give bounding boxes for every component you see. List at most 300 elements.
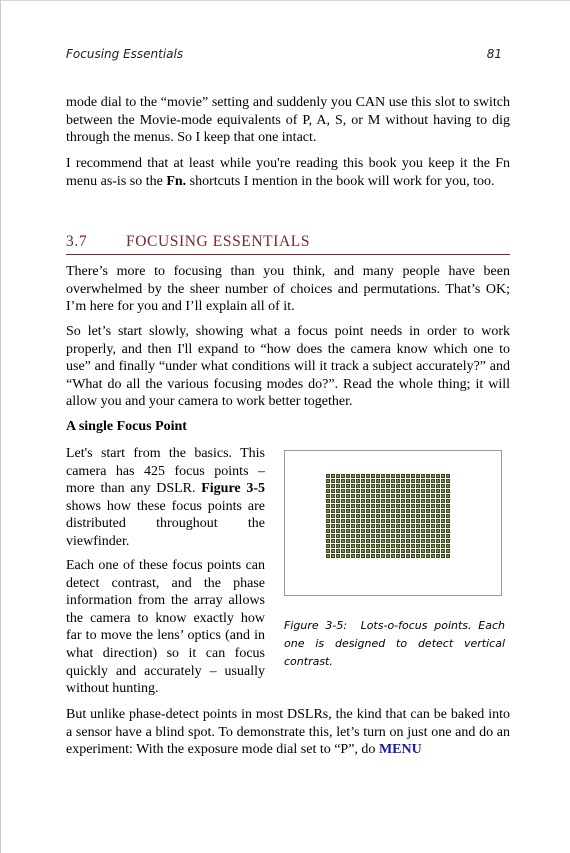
focus-point: [366, 524, 370, 528]
focus-point: [406, 519, 410, 523]
focus-point: [391, 524, 395, 528]
focus-point: [386, 554, 390, 558]
focus-point: [361, 509, 365, 513]
focus-point: [326, 499, 330, 503]
focus-point: [411, 479, 415, 483]
focus-point: [406, 499, 410, 503]
focus-point: [416, 519, 420, 523]
focus-point: [431, 509, 435, 513]
focus-point: [346, 509, 350, 513]
focus-point: [396, 484, 400, 488]
section-heading: [66, 233, 510, 255]
focus-point: [426, 474, 430, 478]
focus-point: [441, 524, 445, 528]
focus-point: [401, 524, 405, 528]
focus-point: [411, 539, 415, 543]
focus-point: [416, 524, 420, 528]
intro-paragraph-1: [66, 94, 510, 147]
focus-point: [371, 519, 375, 523]
focus-point: [351, 499, 355, 503]
focus-point: [376, 529, 380, 533]
focus-point: [366, 489, 370, 493]
focus-point: [416, 549, 420, 553]
focus-point: [351, 524, 355, 528]
focus-point: [411, 534, 415, 538]
focus-point: [391, 519, 395, 523]
section-paragraph-1: [66, 263, 510, 316]
focus-point: [396, 529, 400, 533]
focus-point: [436, 554, 440, 558]
focus-point: [366, 534, 370, 538]
focus-point: [441, 494, 445, 498]
focus-point: [411, 494, 415, 498]
focus-point: [411, 514, 415, 518]
focus-point: [381, 539, 385, 543]
focus-point: [431, 534, 435, 538]
focus-point: [441, 514, 445, 518]
focus-point: [371, 474, 375, 478]
focus-point: [411, 474, 415, 478]
focus-point: [346, 534, 350, 538]
focus-point: [341, 494, 345, 498]
focus-point: [346, 514, 350, 518]
focus-point: [376, 524, 380, 528]
focus-point: [436, 479, 440, 483]
focus-point: [346, 484, 350, 488]
focus-point: [386, 524, 390, 528]
focus-point: [361, 479, 365, 483]
focus-point: [346, 489, 350, 493]
caption-text: Lots-o-focus points. Each one is designed to detect vertical contrast.: [284, 619, 505, 668]
focus-point: [381, 514, 385, 518]
focus-point: [401, 554, 405, 558]
focus-point: [416, 544, 420, 548]
focus-point: [391, 479, 395, 483]
text-run: Let's start from the basics. This camera has 425 focus points – more than any DSLR.: [66, 446, 265, 497]
focus-point: [371, 514, 375, 518]
focus-point: [366, 549, 370, 553]
focus-point: [371, 504, 375, 508]
focus-point: [371, 479, 375, 483]
focus-point: [391, 504, 395, 508]
focus-point: [396, 554, 400, 558]
focus-point: [391, 494, 395, 498]
paragraph-text: So let’s start slowly, showing what a focus point needs in order to work properly, and then I'll expand to “how does the camera know which one to use” and finally “under what conditions will it track a subject accurately?” and “What do all the various focusing modes do?”. Read the whole thing; it will allow you and your camera to work better together.: [66, 324, 510, 410]
focus-point: [431, 524, 435, 528]
focus-point: [441, 499, 445, 503]
focus-point: [411, 529, 415, 533]
focus-point: [421, 539, 425, 543]
focus-point: [361, 519, 365, 523]
focus-point: [351, 489, 355, 493]
focus-point: [366, 504, 370, 508]
focus-point: [391, 514, 395, 518]
focus-point: [356, 534, 360, 538]
focus-point: [351, 539, 355, 543]
focus-point: [406, 539, 410, 543]
focus-point: [341, 514, 345, 518]
focus-point: [366, 509, 370, 513]
focus-point: [391, 509, 395, 513]
focus-point: [436, 549, 440, 553]
focus-point: [336, 504, 340, 508]
focus-point: [441, 474, 445, 478]
focus-point: [331, 479, 335, 483]
focus-point: [346, 539, 350, 543]
focus-point: [381, 484, 385, 488]
focus-point: [426, 534, 430, 538]
focus-point: [336, 479, 340, 483]
focus-point: [326, 554, 330, 558]
focus-point: [336, 534, 340, 538]
focus-point: [436, 539, 440, 543]
focus-point: [411, 489, 415, 493]
focus-point: [396, 474, 400, 478]
focus-point: [361, 544, 365, 548]
focus-point: [421, 544, 425, 548]
focus-point: [346, 474, 350, 478]
focus-point: [386, 539, 390, 543]
subheading: A single Focus Point: [66, 419, 187, 434]
focus-point: [421, 484, 425, 488]
focus-point: [331, 474, 335, 478]
focus-point: [371, 489, 375, 493]
focus-point: [361, 524, 365, 528]
focus-point: [396, 504, 400, 508]
focus-point: [326, 489, 330, 493]
focus-point: [411, 499, 415, 503]
focus-point: [386, 514, 390, 518]
focus-point: [431, 519, 435, 523]
focus-point: [356, 504, 360, 508]
focus-point: [441, 484, 445, 488]
focus-point: [331, 494, 335, 498]
focus-point: [446, 544, 450, 548]
focus-point: [426, 514, 430, 518]
intro-paragraph-2: [66, 155, 510, 190]
focus-point: [366, 484, 370, 488]
focus-point: [421, 509, 425, 513]
focus-point: [391, 489, 395, 493]
focus-point: [446, 554, 450, 558]
closing-paragraph: [66, 706, 510, 759]
running-header: [66, 47, 502, 61]
focus-point: [376, 554, 380, 558]
focus-point: [376, 499, 380, 503]
focus-point: [356, 519, 360, 523]
focus-point: [346, 554, 350, 558]
text-run: But unlike phase-detect points in most DSLRs, the kind that can be baked into a sensor have a blind spot. To demonstrate this, let’s turn on just one and do an experiment: With the exposure mode dial set to “P”, do: [66, 707, 510, 758]
focus-point: [431, 554, 435, 558]
focus-point: [366, 514, 370, 518]
focus-point: [376, 474, 380, 478]
paragraph-text: Each one of these focus points can detect contrast, and the phase information from the array allows the camera to know exactly how far to move the lens’ optics (and in what direction) so it can focus quickly and accurately – usually without hunting.: [66, 558, 265, 697]
focus-point: [341, 524, 345, 528]
focus-point: [336, 499, 340, 503]
focus-point: [361, 474, 365, 478]
focus-point: [396, 524, 400, 528]
focus-point: [346, 549, 350, 553]
focus-point: [376, 519, 380, 523]
focus-point: [366, 544, 370, 548]
focus-point: [356, 479, 360, 483]
focus-point: [391, 484, 395, 488]
focus-point: [346, 499, 350, 503]
focus-point: [416, 539, 420, 543]
focus-point: [326, 504, 330, 508]
focus-point: [366, 499, 370, 503]
focus-point: [446, 529, 450, 533]
focus-point: [366, 539, 370, 543]
focus-point: [381, 489, 385, 493]
focus-point: [401, 549, 405, 553]
focus-point: [336, 529, 340, 533]
focus-point: [366, 554, 370, 558]
focus-point: [386, 519, 390, 523]
focus-point: [426, 554, 430, 558]
section-paragraph-2: [66, 323, 510, 411]
focus-point: [416, 489, 420, 493]
focus-point: [436, 534, 440, 538]
focus-point: [326, 514, 330, 518]
focus-point: [406, 484, 410, 488]
focus-point: [326, 534, 330, 538]
focus-point: [436, 474, 440, 478]
focus-point: [381, 529, 385, 533]
text-run: shortcuts I mention in the book will work for you, too.: [186, 173, 495, 189]
focus-point: [401, 479, 405, 483]
focus-point: [361, 554, 365, 558]
focus-point: [336, 484, 340, 488]
focus-point: [416, 534, 420, 538]
focus-point: [386, 534, 390, 538]
focus-point: [391, 499, 395, 503]
focus-point: [446, 484, 450, 488]
focus-point: [341, 484, 345, 488]
focus-point: [341, 534, 345, 538]
focus-point: [326, 484, 330, 488]
focus-point: [406, 474, 410, 478]
focus-point: [421, 554, 425, 558]
focus-point: [406, 509, 410, 513]
focus-point: [426, 529, 430, 533]
focus-point: [401, 494, 405, 498]
focus-point: [396, 509, 400, 513]
focus-point: [431, 494, 435, 498]
focus-point: [346, 529, 350, 533]
focus-point: [431, 484, 435, 488]
focus-point: [391, 474, 395, 478]
focus-point: [341, 549, 345, 553]
focus-point: [416, 509, 420, 513]
focus-point: [341, 479, 345, 483]
focus-point: [416, 484, 420, 488]
focus-point: [421, 479, 425, 483]
focus-point: [386, 504, 390, 508]
focus-point: [371, 534, 375, 538]
focus-point: [426, 504, 430, 508]
focus-point: [416, 504, 420, 508]
text-run: I recommend that at least while you're reading this book you keep it the Fn menu as-is so the: [66, 156, 510, 189]
focus-point: [406, 524, 410, 528]
focus-point: [381, 549, 385, 553]
column-paragraph-1: [66, 445, 265, 551]
focus-point: [341, 519, 345, 523]
focus-point: [441, 539, 445, 543]
focus-point: [421, 474, 425, 478]
focus-point: [381, 519, 385, 523]
focus-point: [406, 529, 410, 533]
focus-point: [446, 524, 450, 528]
focus-point: [351, 509, 355, 513]
focus-point: [331, 539, 335, 543]
focus-point: [356, 509, 360, 513]
focus-point: [431, 544, 435, 548]
focus-point: [401, 489, 405, 493]
focus-point: [431, 504, 435, 508]
focus-point: [326, 529, 330, 533]
focus-point: [381, 524, 385, 528]
focus-point: [376, 534, 380, 538]
section-number: 3.7: [66, 233, 88, 250]
focus-point: [421, 494, 425, 498]
focus-point: [331, 549, 335, 553]
focus-point: [381, 479, 385, 483]
focus-point: [356, 499, 360, 503]
focus-point: [331, 504, 335, 508]
focus-point: [341, 544, 345, 548]
focus-point: [346, 494, 350, 498]
focus-point: [351, 534, 355, 538]
focus-point: [426, 494, 430, 498]
focus-point: [436, 499, 440, 503]
focus-point: [326, 474, 330, 478]
focus-point: [371, 529, 375, 533]
focus-point: [396, 479, 400, 483]
focus-point: [396, 534, 400, 538]
focus-point: [326, 494, 330, 498]
focus-point: [401, 529, 405, 533]
focus-point: [331, 499, 335, 503]
focus-point: [356, 549, 360, 553]
focus-point: [411, 524, 415, 528]
focus-point: [441, 504, 445, 508]
fn-shortcut-bold: Fn.: [166, 173, 187, 189]
focus-point: [371, 539, 375, 543]
focus-point: [386, 549, 390, 553]
focus-point: [431, 529, 435, 533]
focus-point: [376, 484, 380, 488]
focus-point: [346, 479, 350, 483]
focus-point: [336, 554, 340, 558]
focus-point: [396, 514, 400, 518]
focus-point: [331, 554, 335, 558]
focus-point: [426, 509, 430, 513]
focus-point: [341, 539, 345, 543]
focus-point: [436, 544, 440, 548]
focus-point: [376, 504, 380, 508]
focus-point: [356, 494, 360, 498]
focus-point: [376, 479, 380, 483]
focus-point: [326, 479, 330, 483]
paragraph-text: There’s more to focusing than you think, and many people have been overwhelmed by the sheer number of choices and permutations. That’s OK; I’m here for you and I’ll explain all of it.: [66, 264, 510, 315]
focus-point: [416, 514, 420, 518]
focus-point: [391, 544, 395, 548]
focus-point: [361, 549, 365, 553]
paragraph-text: [66, 155, 510, 190]
focus-point: [446, 539, 450, 543]
focus-point: [441, 489, 445, 493]
column-paragraph-2: [66, 557, 265, 698]
focus-point: [436, 514, 440, 518]
focus-point: [361, 494, 365, 498]
focus-point: [361, 534, 365, 538]
focus-point: [326, 519, 330, 523]
focus-point: [376, 494, 380, 498]
focus-point: [356, 514, 360, 518]
focus-point: [421, 549, 425, 553]
focus-point: [326, 524, 330, 528]
focus-point: [386, 479, 390, 483]
focus-point: [426, 489, 430, 493]
focus-point: [371, 524, 375, 528]
focus-point: [381, 494, 385, 498]
focus-point: [361, 529, 365, 533]
focus-point: [376, 544, 380, 548]
focus-point: [386, 474, 390, 478]
focus-point: [446, 489, 450, 493]
focus-point: [331, 534, 335, 538]
focus-point: [341, 509, 345, 513]
focus-point: [416, 479, 420, 483]
focus-point: [326, 549, 330, 553]
focus-point: [436, 509, 440, 513]
focus-point: [436, 504, 440, 508]
focus-point: [401, 484, 405, 488]
focus-point: [356, 544, 360, 548]
menu-link[interactable]: MENU: [378, 742, 422, 758]
focus-point: [331, 509, 335, 513]
focus-point: [346, 544, 350, 548]
focus-point: [386, 494, 390, 498]
focus-point: [366, 494, 370, 498]
focus-point: [436, 484, 440, 488]
focus-point: [426, 549, 430, 553]
focus-point: [406, 544, 410, 548]
focus-point: [446, 474, 450, 478]
focus-point: [436, 524, 440, 528]
focus-point: [421, 529, 425, 533]
focus-point: [381, 554, 385, 558]
focus-point: [406, 554, 410, 558]
figure-caption: [284, 617, 505, 671]
focus-point: [446, 494, 450, 498]
focus-point: [396, 539, 400, 543]
focus-point: [371, 554, 375, 558]
focus-point: [356, 529, 360, 533]
focus-point: [336, 494, 340, 498]
focus-point: [341, 529, 345, 533]
focus-point: [401, 509, 405, 513]
focus-point: [336, 474, 340, 478]
focus-point: [351, 544, 355, 548]
focus-point: [356, 484, 360, 488]
focus-point: [426, 499, 430, 503]
focus-point: [426, 479, 430, 483]
focus-point: [351, 479, 355, 483]
focus-point: [336, 539, 340, 543]
focus-point: [416, 494, 420, 498]
